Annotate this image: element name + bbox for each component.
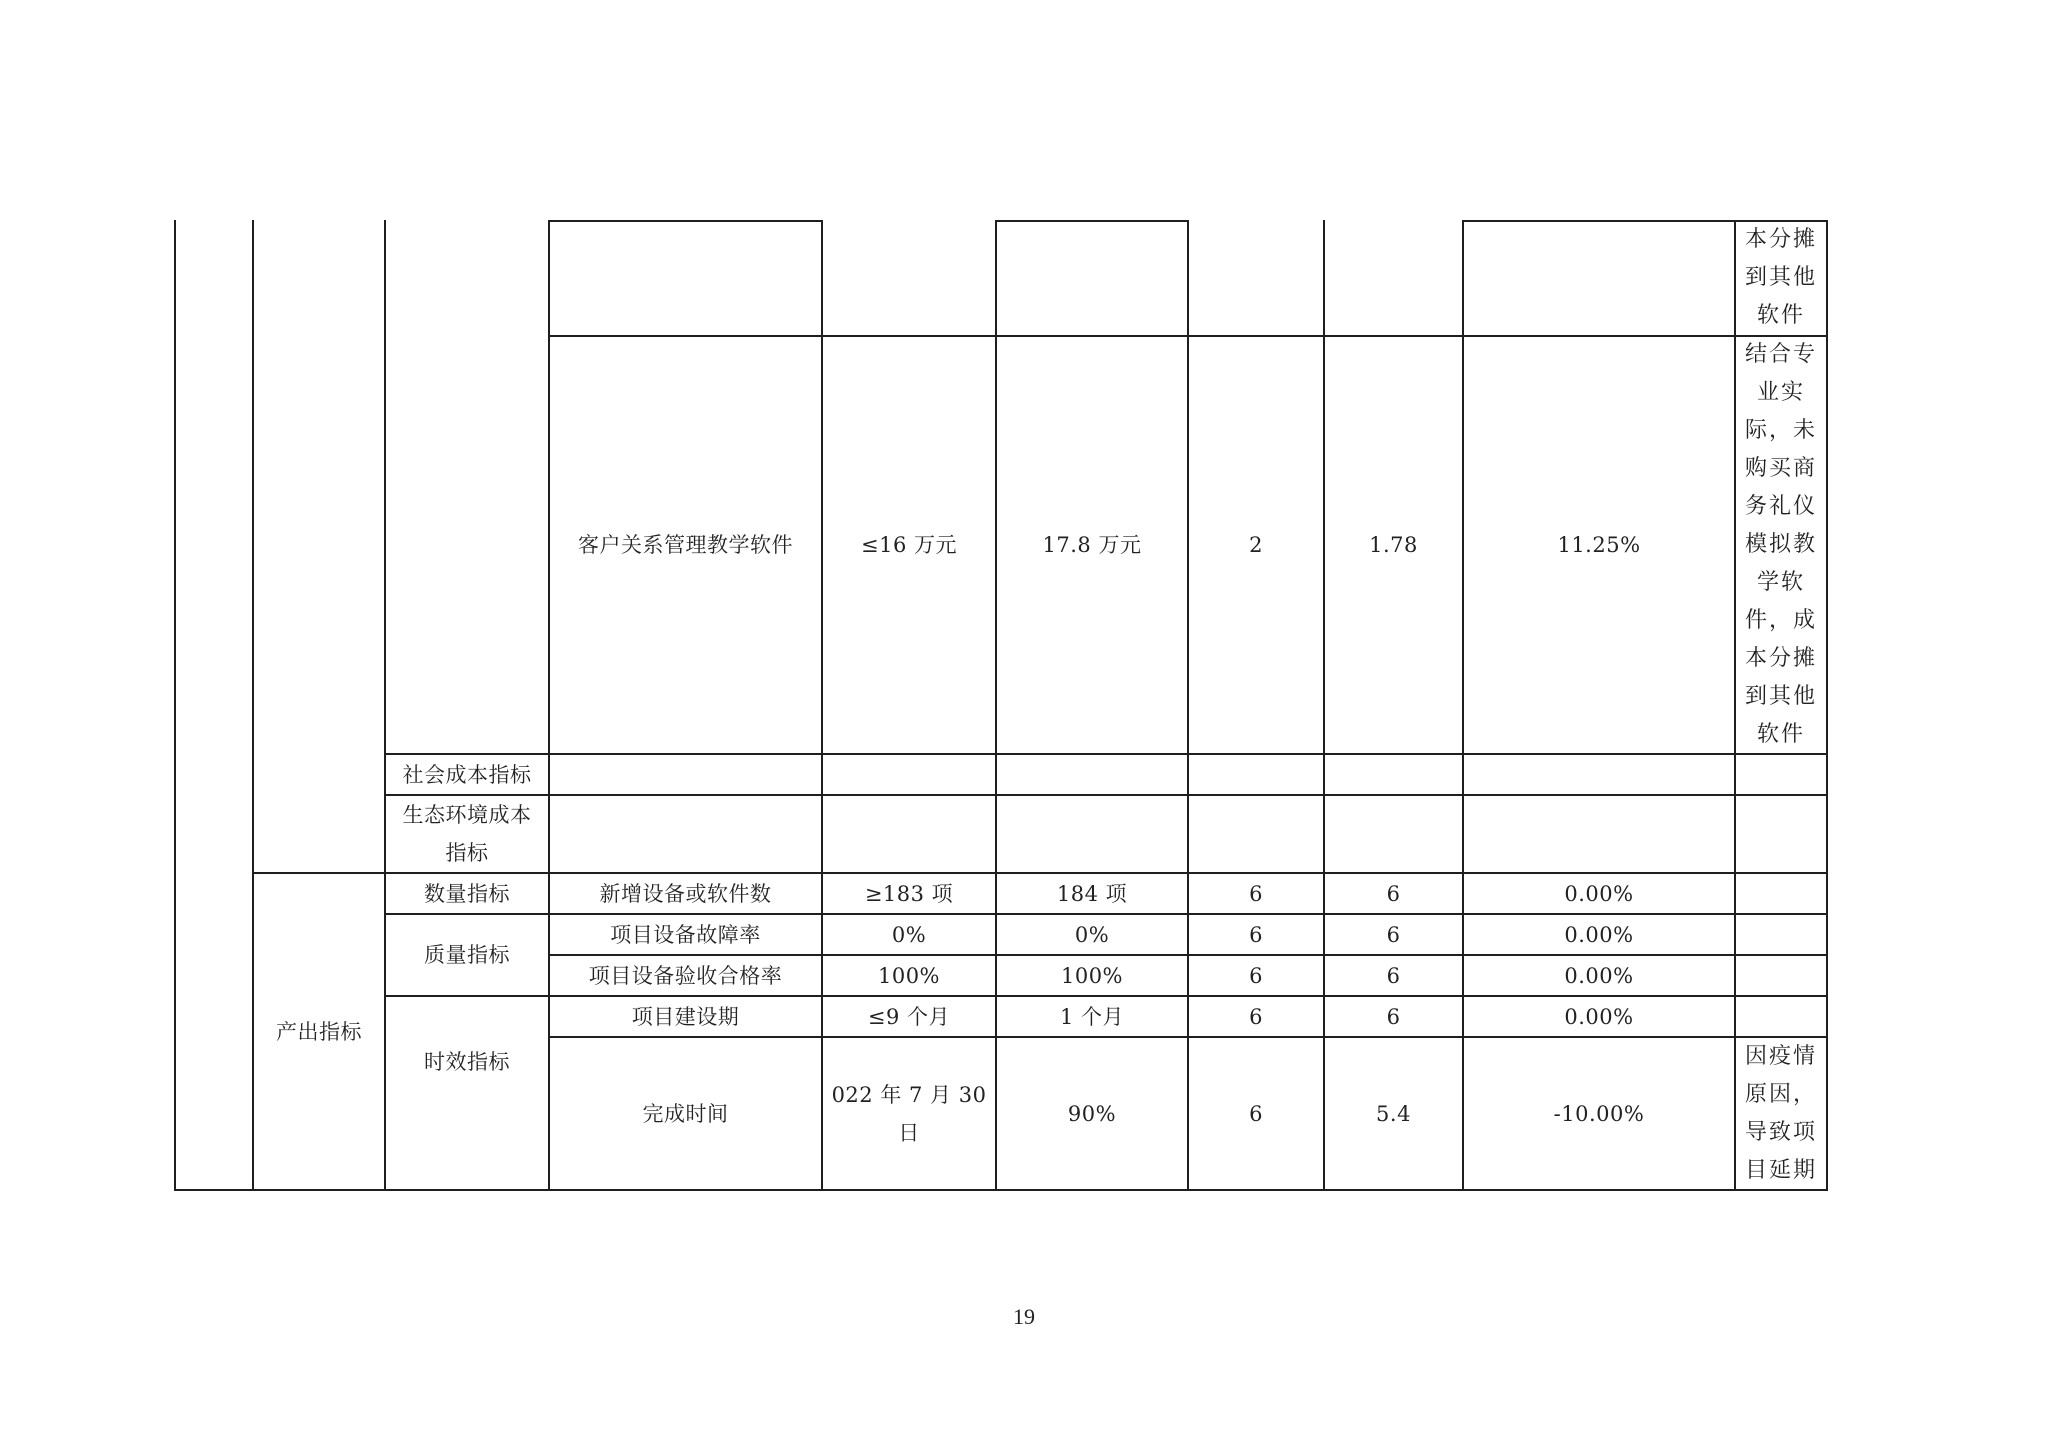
weight-cell: 6: [1249, 881, 1263, 906]
row-divider: [384, 753, 1828, 755]
table-border-bottom: [174, 1189, 1828, 1191]
table-border-left: [174, 220, 176, 1191]
target-cell: ≥183 项: [864, 881, 954, 906]
actual-cell: 90%: [1067, 1101, 1117, 1126]
target-cell: 100%: [877, 963, 941, 988]
indicator-cell: 项目设备验收合格率: [588, 963, 783, 988]
row-divider: [384, 794, 1828, 796]
category-cell: 产出指标: [276, 1019, 362, 1044]
target-cell: ≤16 万元: [861, 533, 957, 557]
sub-category-cell: 数量指标: [424, 881, 510, 906]
deviation-cell: 0.00%: [1564, 922, 1634, 947]
note-cell: 结合专 业实 际，未 购买商 务礼仪 模拟教 学软 件，成 本分摊 到其他 软件: [1744, 342, 1817, 747]
actual-cell: 1 个月: [1059, 1004, 1125, 1029]
score-cell: 6: [1386, 1004, 1401, 1029]
note-cell: 因疫情 原因， 导致项 目延期: [1744, 1043, 1817, 1183]
indicator-cell: 完成时间: [642, 1101, 729, 1126]
weight-cell: 6: [1249, 1004, 1263, 1029]
weight-cell: 6: [1249, 963, 1263, 988]
performance-indicator-table: [174, 220, 1828, 1191]
sub-category-cell: 时效指标: [424, 1050, 510, 1074]
target-cell: 0%: [891, 922, 927, 947]
target-cell: 022 年 7 月 30 日: [831, 1082, 987, 1145]
indicator-cell: 新增设备或软件数: [599, 881, 772, 906]
deviation-cell: -10.00%: [1553, 1101, 1645, 1126]
row-divider: [995, 220, 1189, 222]
row-divider: [548, 220, 823, 222]
score-cell: 6: [1386, 963, 1401, 988]
page-number: 19: [1013, 1304, 1035, 1329]
indicator-cell: 项目设备故障率: [610, 922, 761, 947]
actual-cell: 184 项: [1056, 881, 1128, 906]
deviation-cell: 11.25%: [1557, 533, 1641, 557]
deviation-cell: 0.00%: [1564, 963, 1634, 988]
actual-cell: 0%: [1074, 922, 1110, 947]
score-cell: 6: [1386, 922, 1401, 947]
score-cell: 5.4: [1376, 1101, 1411, 1126]
sub-category-cell: 生态环境成本 指标: [402, 803, 532, 865]
score-cell: 1.78: [1369, 533, 1418, 557]
actual-cell: 17.8 万元: [1042, 533, 1142, 557]
actual-cell: 100%: [1060, 963, 1124, 988]
note-cell: 本分摊 到其他 软件: [1744, 226, 1817, 328]
sub-category-cell: 质量指标: [424, 943, 510, 967]
score-cell: 6: [1386, 881, 1401, 906]
weight-cell: 6: [1249, 922, 1263, 947]
table-border-right: [1826, 220, 1828, 1191]
indicator-cell: 项目建设期: [631, 1004, 740, 1029]
weight-cell: 2: [1249, 533, 1263, 557]
deviation-cell: 0.00%: [1564, 1004, 1634, 1029]
sub-category-cell: 社会成本指标: [402, 762, 532, 787]
indicator-cell: 客户关系管理教学软件: [578, 533, 793, 557]
target-cell: ≤9 个月: [867, 1004, 951, 1029]
deviation-cell: 0.00%: [1564, 881, 1634, 906]
weight-cell: 6: [1249, 1101, 1263, 1126]
